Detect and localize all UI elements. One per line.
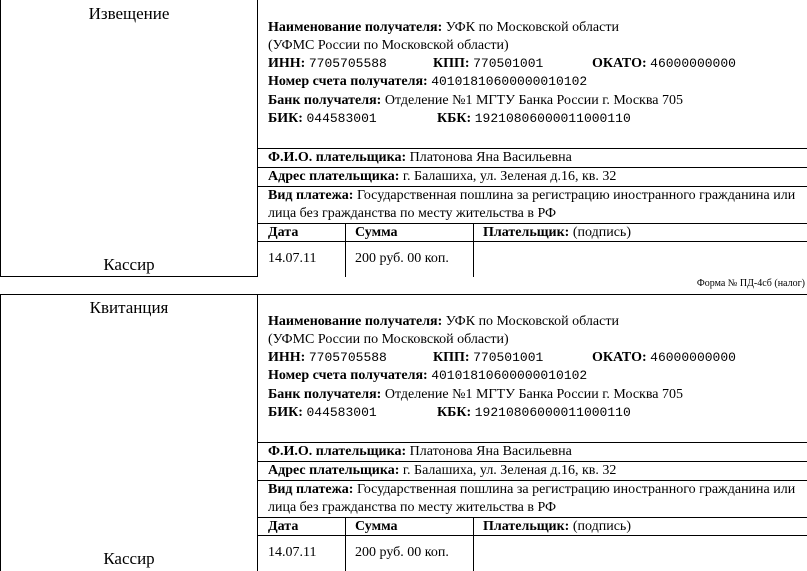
okato-value: 46000000000 [650,350,736,365]
recipient-value: УФК по Московской области [445,314,619,329]
receipt-blank [0,294,807,571]
bank-line [268,386,683,404]
account-label: Номер счета получателя: [268,74,428,89]
bank-line [268,92,683,110]
payer-name-value: Платонова Яна Васильевна [409,444,572,459]
inn-label: ИНН: [268,350,306,365]
kbk-line [437,404,631,422]
payer-signature-header [483,224,631,242]
inn-label: ИНН: [268,56,306,71]
recipient-sub: (УФМС России по Московской области) [268,38,509,53]
receipt-cashier-label: Кассир [103,549,155,568]
okato-line [592,55,736,73]
sum-header: Сумма [355,519,398,534]
notice-title: Извещение [88,4,170,23]
payer-name-line [268,149,572,167]
inn-line [268,55,387,73]
payment-type-value: Государственная пошлина за регистрацию иностранного гражданина или [356,482,796,497]
kpp-value: 770501001 [473,56,544,71]
payer-address-value: г. Балашиха, ул. Зеленая д.16, кв. 32 [402,463,617,478]
recipient-sub: (УФМС России по Московской области) [268,332,509,347]
receipt-title: Квитанция [89,298,169,317]
payer-name-label: Ф.И.О. плательщика: [268,150,407,165]
receipt-left-column [0,294,258,571]
payer-address-line [268,168,616,186]
receipt-right-column [258,294,807,571]
signature-note: (подпись) [572,519,631,534]
kpp-line [433,55,543,73]
payer-address-label: Адрес плательщика: [268,169,400,184]
notice-left-column [0,0,258,277]
kpp-label: КПП: [433,350,470,365]
sum-value: 200 руб. 00 коп. [355,545,449,560]
payer-header-label: Плательщик: [483,519,570,534]
kbk-label: КБК: [437,111,472,126]
date-header: Дата [268,225,299,240]
payer-name-label: Ф.И.О. плательщика: [268,444,407,459]
bik-value: 044583001 [306,111,377,126]
payer-name-line [268,443,572,461]
payer-name-value: Платонова Яна Васильевна [409,150,572,165]
account-value: 40101810600000010102 [431,74,588,89]
payer-header-label: Плательщик: [483,225,570,240]
payer-address-label: Адрес плательщика: [268,463,400,478]
recipient-label: Наименование получателя: [268,314,443,329]
okato-label: ОКАТО: [592,56,647,71]
sum-value: 200 руб. 00 коп. [355,251,449,266]
bik-line [268,404,377,422]
signature-field[interactable] [474,242,807,277]
bik-value: 044583001 [306,405,377,420]
account-line [268,367,587,385]
inn-value: 7705705588 [308,56,387,71]
recipient-label: Наименование получателя: [268,20,443,35]
kbk-line [437,110,631,128]
account-label: Номер счета получателя: [268,368,428,383]
account-value: 40101810600000010102 [431,368,588,383]
payment-type-label: Вид платежа: [268,482,354,497]
signature-note: (подпись) [572,225,631,240]
bank-value: Отделение №1 МГТУ Банка России г. Москва 705 [384,93,683,108]
payment-type-line [268,187,795,205]
payment-type-value-cont: лица без гражданства по месту жительства в РФ [268,500,557,515]
date-value: 14.07.11 [268,545,317,560]
payment-type-label: Вид платежа: [268,188,354,203]
okato-label: ОКАТО: [592,350,647,365]
kbk-value: 19210806000011000110 [474,405,631,420]
sum-header: Сумма [355,225,398,240]
date-header: Дата [268,519,299,534]
payment-type-line [268,481,795,499]
recipient-line [268,19,619,37]
payment-type-value: Государственная пошлина за регистрацию иностранного гражданина или [356,188,796,203]
kpp-value: 770501001 [473,350,544,365]
okato-value: 46000000000 [650,56,736,71]
payer-address-line [268,462,616,480]
inn-value: 7705705588 [308,350,387,365]
recipient-value: УФК по Московской области [445,20,619,35]
kbk-value: 19210806000011000110 [474,111,631,126]
notice-right-column [258,0,807,277]
payment-type-value-cont: лица без гражданства по месту жительства в РФ [268,206,557,221]
bank-label: Банк получателя: [268,387,382,402]
bank-label: Банк получателя: [268,93,382,108]
bik-label: БИК: [268,111,303,126]
inn-line [268,349,387,367]
kbk-label: КБК: [437,405,472,420]
date-value: 14.07.11 [268,251,317,266]
okato-line [592,349,736,367]
kpp-line [433,349,543,367]
column-divider [345,517,346,571]
bik-line [268,110,377,128]
recipient-line [268,313,619,331]
column-divider [345,223,346,277]
notice-cashier-label: Кассир [103,255,155,274]
account-line [268,73,587,91]
bik-label: БИК: [268,405,303,420]
form-note: Форма № ПД-4сб (налог) [696,278,805,289]
kpp-label: КПП: [433,56,470,71]
signature-field[interactable] [474,536,807,571]
bank-value: Отделение №1 МГТУ Банка России г. Москва 705 [384,387,683,402]
payer-address-value: г. Балашиха, ул. Зеленая д.16, кв. 32 [402,169,617,184]
payer-signature-header [483,518,631,536]
notice-blank [0,0,807,277]
